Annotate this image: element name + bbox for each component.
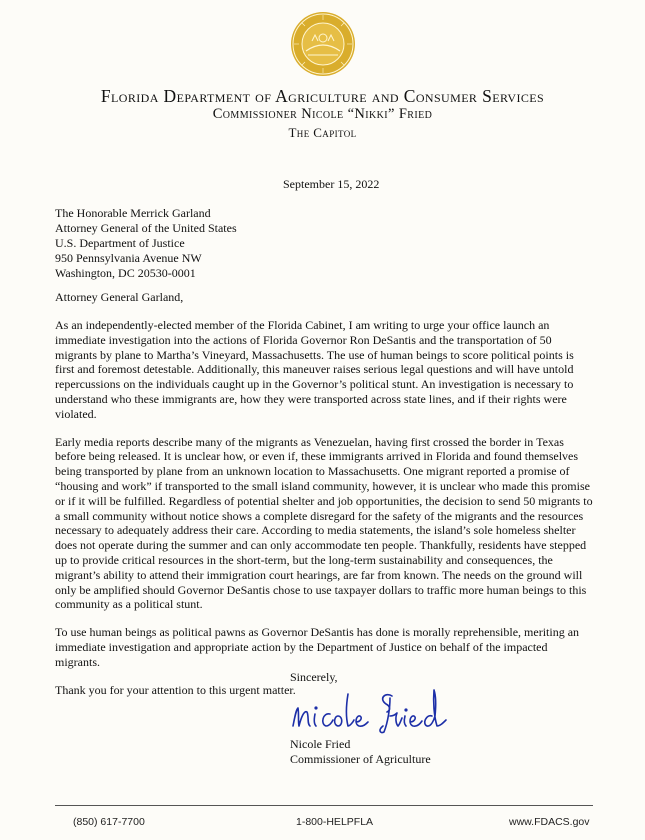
fdacs-seal-icon <box>290 11 356 77</box>
footer-website: www.FDACS.gov <box>509 816 590 828</box>
recipient-address <box>55 206 237 281</box>
salutation: Attorney General Garland, <box>55 290 184 304</box>
signatory <box>290 737 431 767</box>
letter-body <box>55 318 595 710</box>
recipient-line: Washington, DC 20530-0001 <box>55 266 196 280</box>
closing: Sincerely, <box>290 670 338 684</box>
body-paragraph: As an independently-elected member of the Florida Cabinet, I am writing to urge your office launch an immediate investigation into the actions of Florida Governor Ron DeSantis and the transportation of 50 migrants by plane to Martha’s Vineyard, Massachusetts. The use of human beings to score political points is first and foremost detestable. Additionally, this maneuver raises serious legal questions and will have untold repercussions on the individuals caught up in the Governor’s political stunt. An investigation is necessary to understand who these immigrants are, how they were transported across state lines, and if their rights were violated. <box>55 318 574 421</box>
letter-date: September 15, 2022 <box>283 177 380 191</box>
handwritten-signature <box>290 686 470 734</box>
recipient-line: Attorney General of the United States <box>55 221 237 235</box>
recipient-line: The Honorable Merrick Garland <box>55 206 211 220</box>
footer-hotline: 1-800-HELPFLA <box>296 816 374 828</box>
body-paragraph: To use human beings as political pawns as Governor DeSantis has done is morally reprehensible, meriting an immediate investigation and appropriate action by the Department of Justice on behalf of the impacted migrants. <box>55 625 580 669</box>
recipient-line: U.S. Department of Justice <box>55 236 185 250</box>
signatory-title: Commissioner of Agriculture <box>290 752 431 766</box>
signatory-name: Nicole Fried <box>290 737 351 751</box>
footer-phone: (850) 617-7700 <box>73 816 145 828</box>
letterhead-location: The Capitol <box>288 125 357 140</box>
body-paragraph: Early media reports describe many of the migrants as Venezuelan, having first crossed the border in Texas before being released. It is unclear how, or even if, these immigrants arrived in Florida and found themselves being transported by plane from an unknown location to Massachusetts. One migrant reported a promise of “housing and work” if transported to the small island community, however, it is unclear who made this promise or if it will be fulfilled. Regardless of potential shelter and job opportunities, the decision to send 50 migrants to a small community without notice shows a complete disregard for the safety of the migrants and the resources necessary to adequately address their care. According to media statements, the island’s sole homeless shelter does not operate during the summer and can only accommodate ten people. Thankfully, residents have stepped up to provide critical resources in the short-term, but the long-term sustainability and consequences, the migrant’s ability to attend their immigration court hearings, are far from known. The needs on the ground will only be amplified should Governor DeSantis chose to use taxpayer dollars to traffic more human beings to this community as a political stunt. <box>55 434 593 612</box>
body-paragraph: Thank you for your attention to this urgent matter. <box>55 682 296 697</box>
commissioner-name: Commissioner Nicole “Nikki” Fried <box>212 106 433 122</box>
department-name: Florida Department of Agriculture and Consumer Services <box>100 86 545 106</box>
recipient-line: 950 Pennsylvania Avenue NW <box>55 251 202 265</box>
footer-divider <box>55 805 593 806</box>
